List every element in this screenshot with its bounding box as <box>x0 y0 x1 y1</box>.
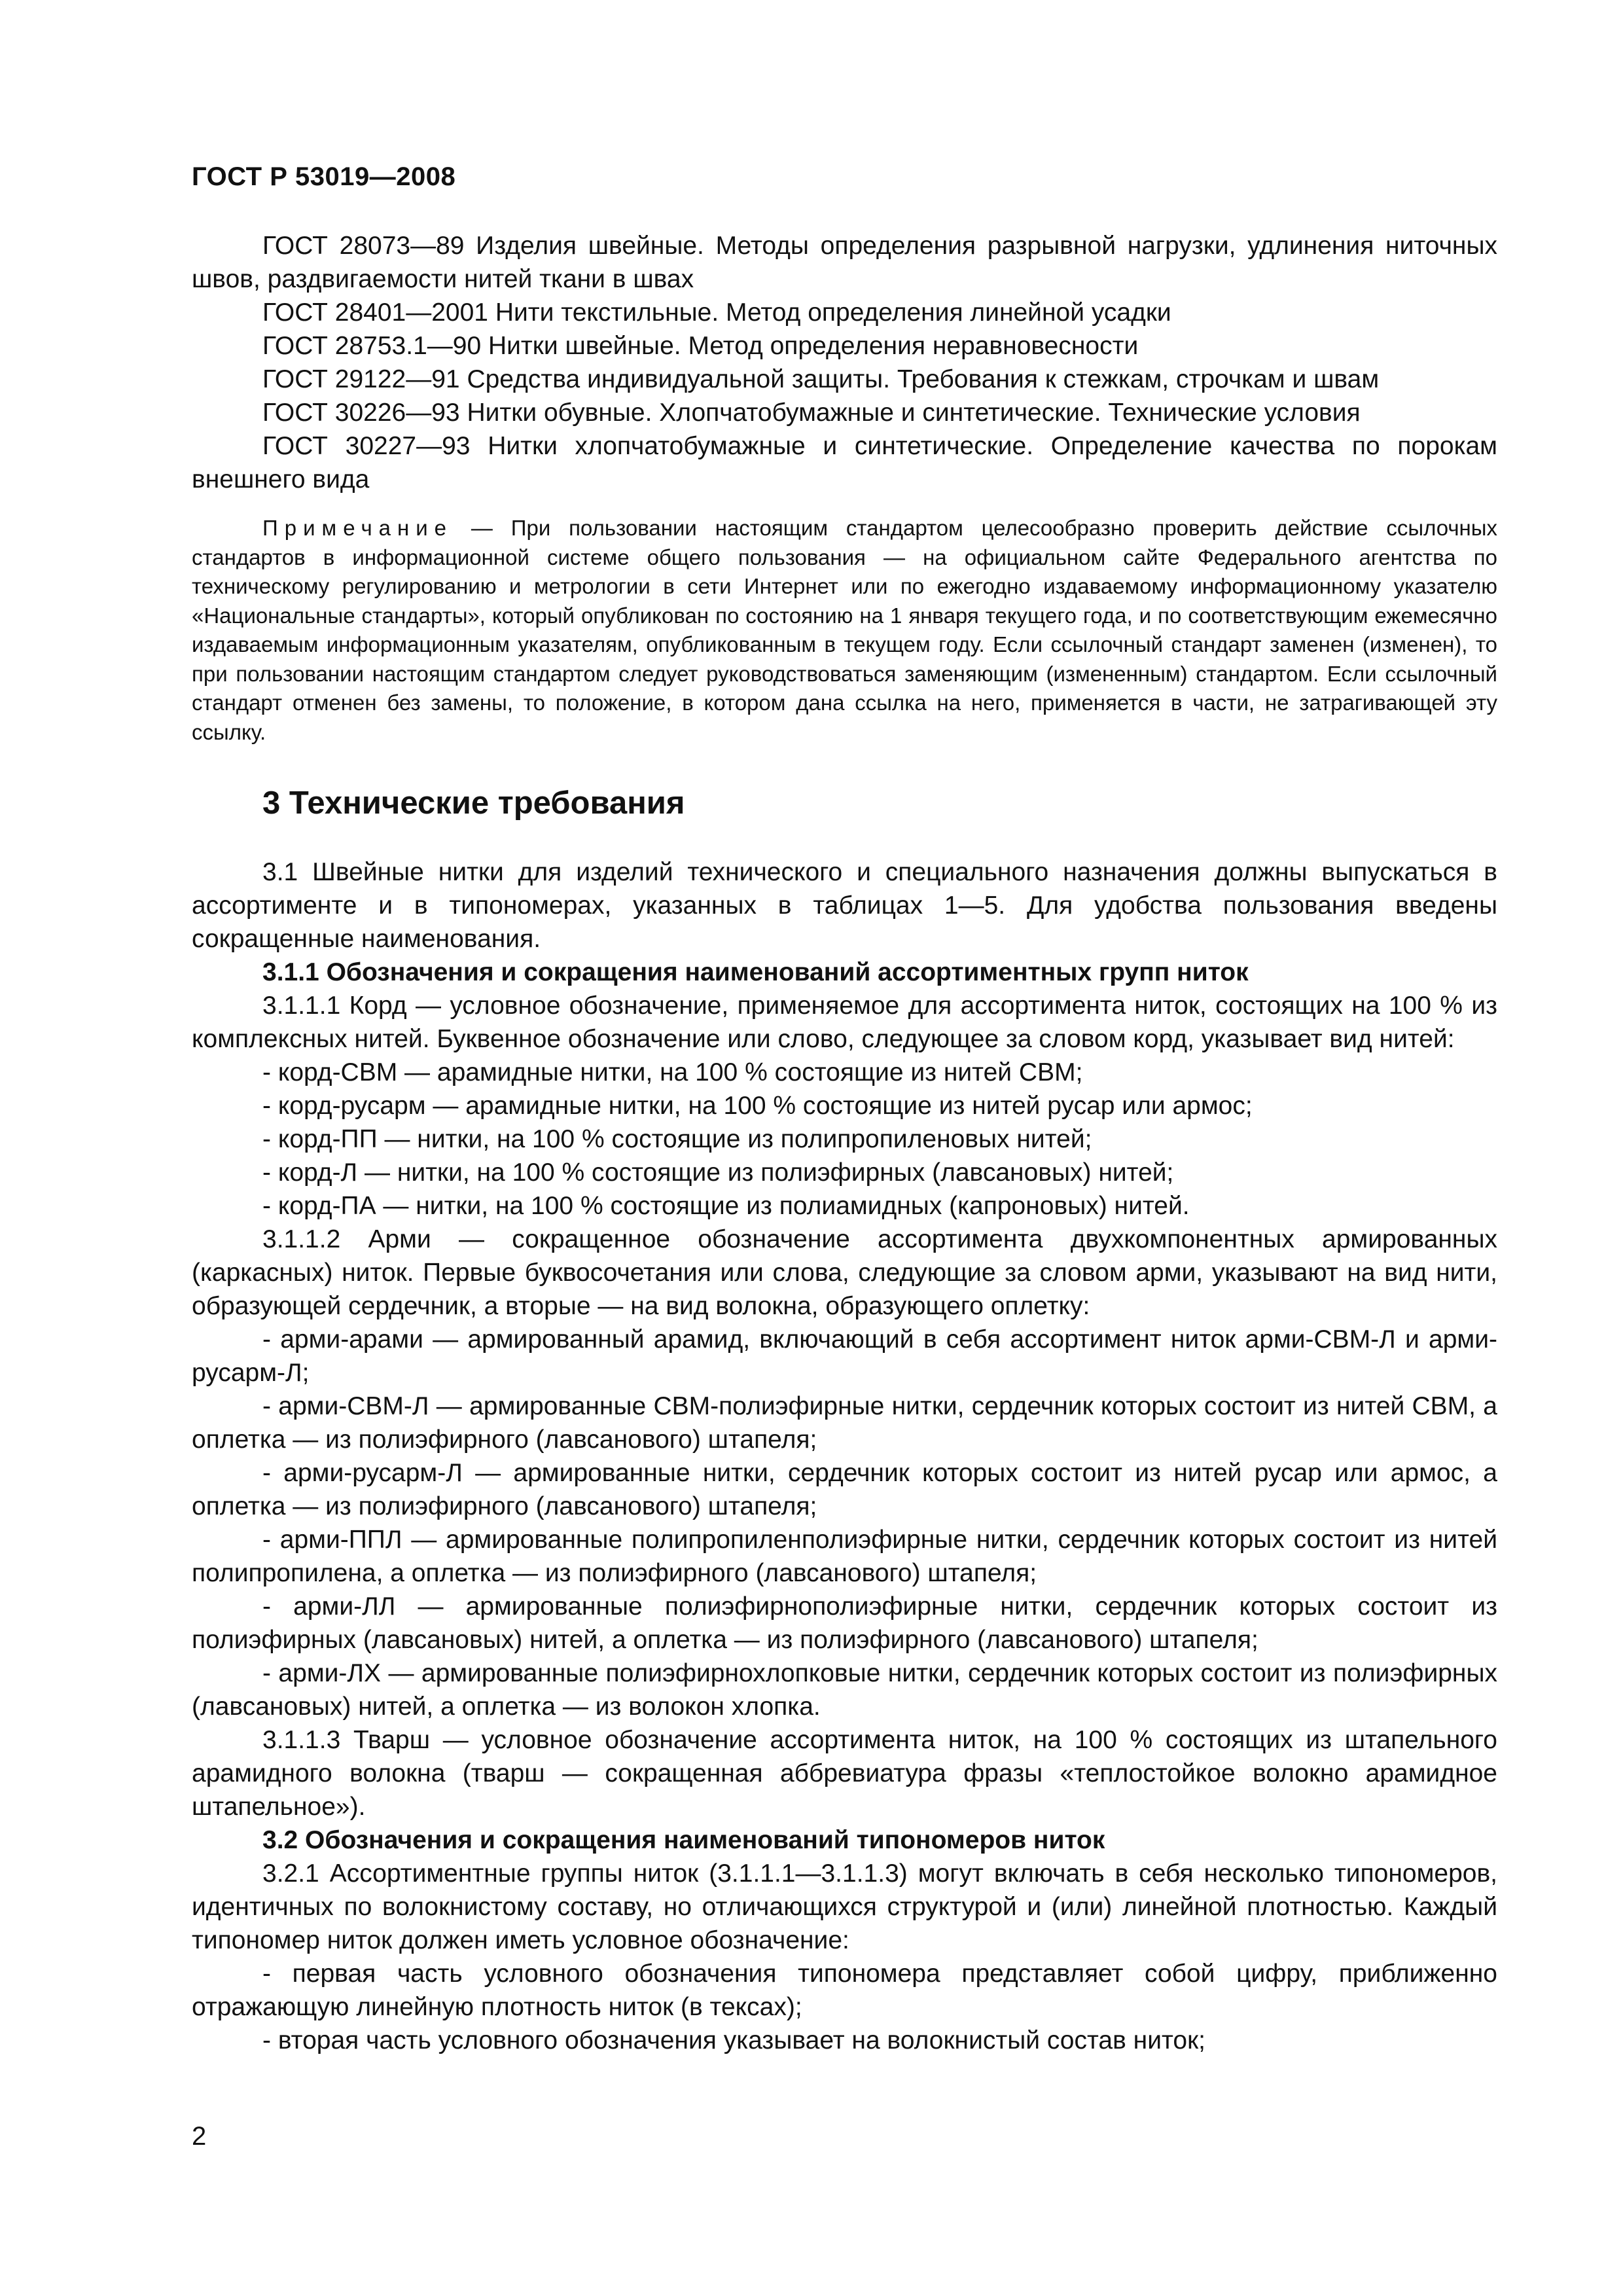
clause-3-1-1-2: 3.1.1.2 Арми — сокращенное обозначение ассортимента двухкомпонентных армированных (каркасных) ниток. Первые буквосочетания или слова, следующие за словом арми, указывают на вид нити, образующей сердечник, а вторые — на вид волокна, образующего оплетку: <box>192 1225 1497 1320</box>
list-item: - корд-Л — нитки, на 100 % состоящие из полиэфирных (лавсановых) нитей; <box>262 1158 1174 1187</box>
list-item: - арми-ЛЛ — армированные полиэфирнополиэфирные нитки, сердечник которых состоит из полиэфирных (лавсановых) нитей, а оплетка — из полиэфирного (лавсанового) штапеля; <box>192 1592 1497 1654</box>
clause-3-2-1: 3.2.1 Ассортиментные группы ниток (3.1.1.1—3.1.1.3) могут включать в себя несколько типономеров, идентичных по волокнистому составу, но отличающихся структурой и (или) линейной плотностью. Каждый типономер ниток должен иметь условное обозначение: <box>192 1859 1497 1954</box>
subsection-title: 3.2 Обозначения и сокращения наименований типономеров ниток <box>262 1826 1105 1854</box>
clause-3-1-1-3: 3.1.1.3 Тварш — условное обозначение ассортимента ниток, на 100 % состоящих из штапельного арамидного волокна (тварш — сокращенная аббревиатура фразы «теплостойкое волокно арамидное штапельное»). <box>192 1726 1497 1821</box>
note-label: Примечание <box>262 516 454 540</box>
note-paragraph <box>192 514 1497 747</box>
normative-reference: ГОСТ 28073—89 Изделия швейные. Методы определения разрывной нагрузки, удлинения ниточных швов, раздвигаемости нитей ткани в швах <box>192 232 1497 293</box>
list-item: - корд-СВМ — арамидные нитки, на 100 % состоящие из нитей СВМ; <box>262 1058 1083 1086</box>
normative-reference: ГОСТ 30226—93 Нитки обувные. Хлопчатобумажные и синтетические. Технические условия <box>262 399 1361 427</box>
document-header: ГОСТ Р 53019—2008 <box>192 162 456 191</box>
list-item: - первая часть условного обозначения типономера представляет собой цифру, приближенно отражающую линейную плотность ниток (в тексах); <box>192 1960 1497 2021</box>
list-item: - корд-ПП — нитки, на 100 % состоящие из полипропиленовых нитей; <box>262 1125 1092 1153</box>
clause-3-1: 3.1 Швейные нитки для изделий технического и специального назначения должны выпускаться в ассортименте и в типономерах, указанных в таблицах 1—5. Для удобства пользования введены сокращенные наименования. <box>192 858 1497 953</box>
note-text: — При пользовании настоящим стандартом целесообразно проверить действие ссылочных стандартов в информационной системе общего пользования — на официальном сайте Федерального агентства по техническому регулированию и метрологии в сети Интернет или по ежегодно издаваемому информационному указателю «Национальные стандарты», который опубликован по состоянию на 1 января текущего года, и по соответствующим ежемесячно издаваемым информационным указателям, опубликованным в текущем году. Если ссылочный стандарт заменен (изменен), то при пользовании настоящим стандартом следует руководствоваться заменяющим (измененным) стандартом. Если ссылочный стандарт отменен без замены, то положение, в котором дана ссылка на него, применяется в части, не затрагивающей эту ссылку. <box>192 516 1497 744</box>
list-item: - арми-ППЛ — армированные полипропиленполиэфирные нитки, сердечник которых состоит из нитей полипропилена, а оплетка — из полиэфирного (лавсанового) штапеля; <box>192 1526 1497 1587</box>
document-body <box>192 229 1497 2057</box>
normative-reference: ГОСТ 30227—93 Нитки хлопчатобумажные и синтетические. Определение качества по порокам внешнего вида <box>192 432 1497 493</box>
normative-reference: ГОСТ 28753.1—90 Нитки швейные. Метод определения неравновесности <box>262 332 1139 360</box>
subsection-title: 3.1.1 Обозначения и сокращения наименований ассортиментных групп ниток <box>262 958 1249 986</box>
normative-reference: ГОСТ 28401—2001 Нити текстильные. Метод определения линейной усадки <box>262 298 1171 327</box>
list-item: - арми-русарм-Л — армированные нитки, сердечник которых состоит из нитей русар или армос, а оплетка — из полиэфирного (лавсанового) штапеля; <box>192 1459 1497 1520</box>
page-number: 2 <box>192 2122 207 2151</box>
section-title: 3 Технические требования <box>262 785 685 821</box>
normative-reference: ГОСТ 29122—91 Средства индивидуальной защиты. Требования к стежкам, строчкам и швам <box>262 365 1380 393</box>
list-item: - вторая часть условного обозначения указывает на волокнистый состав ниток; <box>262 2026 1206 2054</box>
list-item: - арми-арами — армированный арамид, включающий в себя ассортимент ниток арми-СВМ-Л и арми-русарм-Л; <box>192 1325 1497 1387</box>
clause-3-1-1-1: 3.1.1.1 Корд — условное обозначение, применяемое для ассортимента ниток, состоящих на 100 % из комплексных нитей. Буквенное обозначение или слово, следующее за словом корд, указывает вид нитей: <box>192 992 1497 1053</box>
list-item: - корд-русарм — арамидные нитки, на 100 % состоящие из нитей русар или армос; <box>262 1092 1253 1120</box>
list-item: - арми-СВМ-Л — армированные СВМ-полиэфирные нитки, сердечник которых состоит из нитей СВМ, а оплетка — из полиэфирного (лавсанового) штапеля; <box>192 1392 1497 1454</box>
list-item: - корд-ПА — нитки, на 100 % состоящие из полиамидных (капроновых) нитей. <box>262 1192 1190 1220</box>
list-item: - арми-ЛХ — армированные полиэфирнохлопковые нитки, сердечник которых состоит из полиэфирных (лавсановых) нитей, а оплетка — из волокон хлопка. <box>192 1659 1497 1721</box>
